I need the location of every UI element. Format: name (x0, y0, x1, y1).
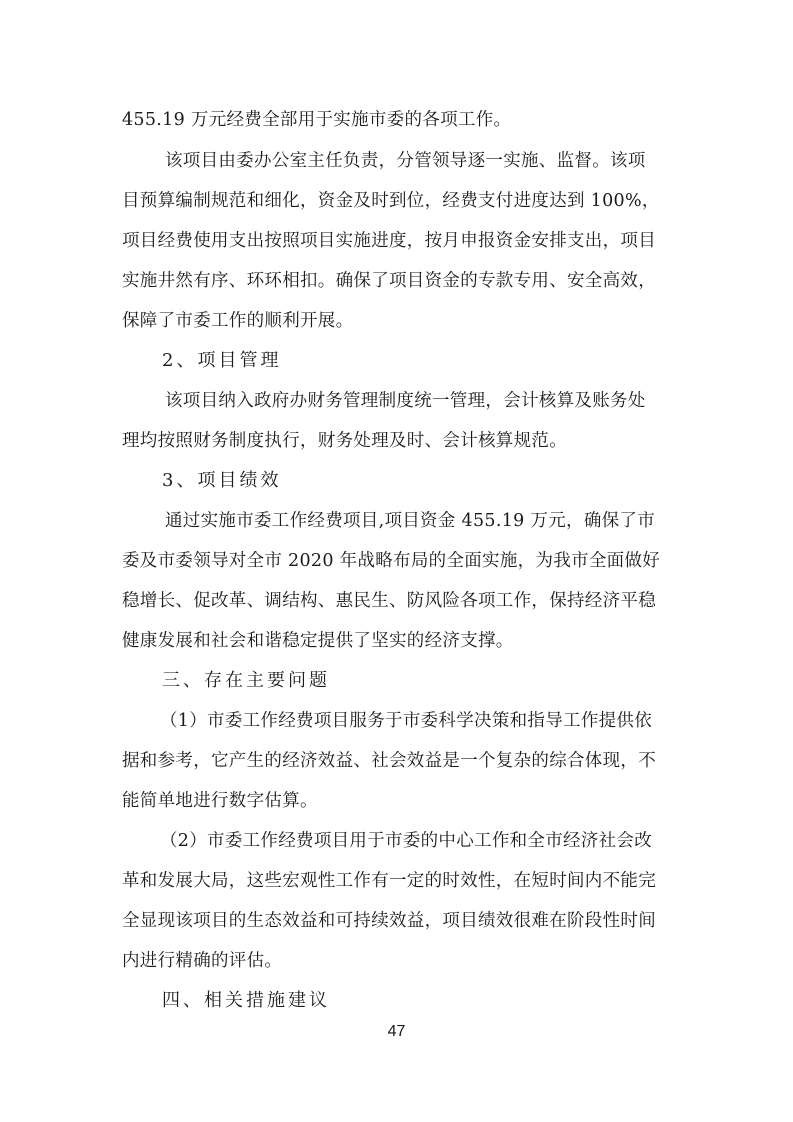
body-text-line: 实施井然有序、环环相扣。确保了项目资金的专款专用、安全高效， (122, 271, 656, 291)
chapter-heading: 三、存在主要问题 (162, 670, 330, 691)
body-text-line: 内进行精确的评估。 (122, 951, 283, 971)
body-text-line: 理均按照财务制度执行，财务处理及时、会计核算规范。 (122, 431, 567, 451)
paragraph-first-line: （2）市委工作经费项目用于市委的中心工作和全市经济社会改 (160, 831, 653, 851)
body-text-line: 健康发展和社会和谐稳定提供了坚实的经济支撑。 (122, 631, 514, 651)
page-number: 47 (387, 1023, 406, 1040)
body-text-line: 项目经费使用支出按照项目实施进度，按月申报资金安排支出，项目 (122, 231, 656, 251)
paragraph-first-line: （1）市委工作经费项目服务于市委科学决策和指导工作提供依 (160, 711, 653, 731)
paragraph-first-line: 该项目纳入政府办财务管理制度统一管理，会计核算及账务处 (165, 391, 646, 411)
body-text-line: 稳增长、促改革、调结构、惠民生、防风险各项工作，保持经济平稳 (122, 591, 656, 611)
section-heading: 3、项目绩效 (162, 470, 282, 491)
body-text-line: 据和参考，它产生的经济效益、社会效益是一个复杂的综合体现，不 (122, 751, 656, 771)
body-text-line: 委及市委领导对全市 2020 年战略布局的全面实施，为我市全面做好 (122, 551, 661, 571)
body-text-line: 保障了市委工作的顺利开展。 (122, 311, 354, 331)
chapter-heading: 四、相关措施建议 (162, 990, 330, 1011)
body-text-line: 455.19 万元经费全部用于实施市委的各项工作。 (122, 110, 512, 130)
body-text-line: 能简单地进行数字估算。 (122, 791, 318, 811)
paragraph-first-line: 该项目由委办公室主任负责，分管领导逐一实施、监督。该项 (165, 151, 646, 171)
paragraph-first-line: 通过实施市委工作经费项目,项目资金 455.19 万元，确保了市 (165, 511, 656, 531)
section-heading: 2、项目管理 (162, 350, 282, 371)
body-text-line: 目预算编制规范和细化，资金及时到位，经费支付进度达到 100%， (122, 191, 660, 211)
body-text-line: 革和发展大局，这些宏观性工作有一定的时效性，在短时间内不能完 (122, 871, 656, 891)
body-text-line: 全显现该项目的生态效益和可持续效益，项目绩效很难在阶段性时间 (122, 911, 656, 931)
